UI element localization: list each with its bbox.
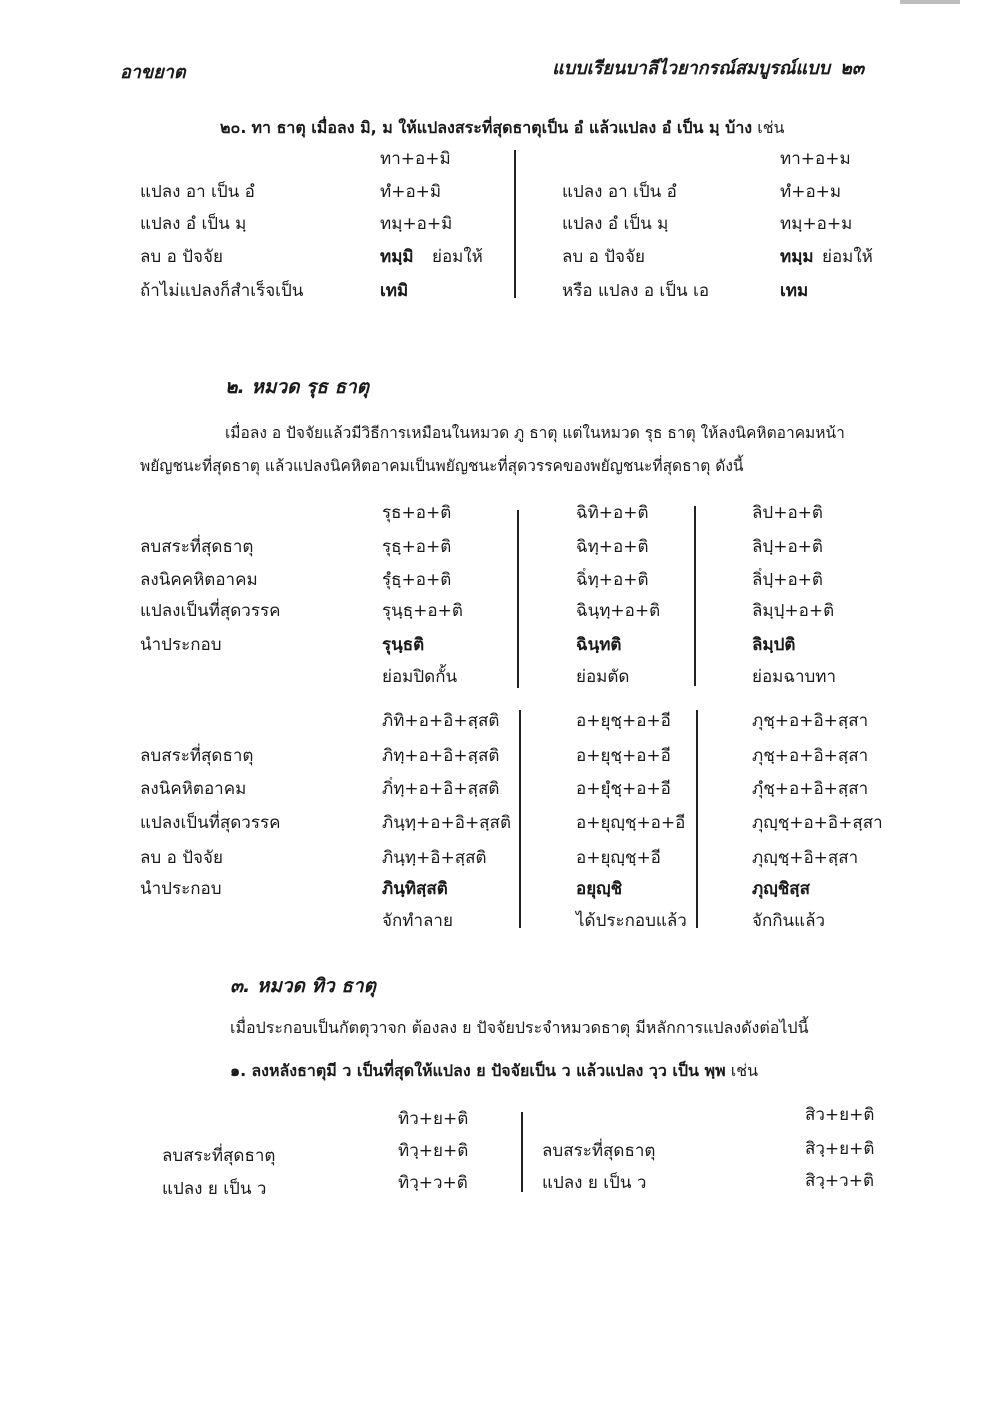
table-cell-c2: ย่อมตัด bbox=[576, 667, 630, 687]
table-cell-c2: ฉิทิ+อ+ติ bbox=[576, 503, 649, 523]
table-cell-c1: ภินฺทฺ+อิ+สฺสติ bbox=[382, 848, 487, 868]
rule20-m2: ย่อมให้ bbox=[822, 247, 873, 267]
rule20-bold: ทา ธาตุ เมื่อลง มิ, ม ให้แปลงสระที่สุดธาตุเป็น อํ แล้วแปลง อํ เป็น มฺ บ้าง bbox=[251, 118, 753, 137]
row-label: ลงนิคคหิตอาคม bbox=[140, 570, 258, 590]
rule20-number: ๒๐. bbox=[220, 118, 247, 137]
rule20-l1: ลบ อ ปัจจัย bbox=[140, 247, 223, 267]
row-label: แปลงเป็นที่สุดวรรค bbox=[140, 601, 281, 621]
rule20-v2: ทมฺ+อ+ม bbox=[780, 214, 853, 234]
table-cell-c3: ภุํชฺ+อ+อิ+สฺสา bbox=[752, 779, 869, 799]
table-cell-c1: รุํธฺ+อ+ติ bbox=[382, 570, 452, 590]
table-cell-c2: อ+ยุญฺชฺ+อ+อี bbox=[576, 813, 686, 833]
table-cell-c3: ลิมฺปติ bbox=[752, 635, 796, 655]
table-cell-c3: ลิมฺปฺ+อ+ติ bbox=[752, 601, 835, 621]
table-cell-c1: จักทำลาย bbox=[382, 911, 453, 931]
rule20-v1: ทา+อ+มิ bbox=[380, 149, 451, 169]
rule20-l1: แปลง อา เป็น อํ bbox=[140, 182, 255, 202]
rule20-v1: ทมฺมิ bbox=[380, 247, 414, 267]
table1-divider-2 bbox=[694, 506, 696, 686]
table-cell-c2: อ+ยุญฺชฺ+อี bbox=[576, 848, 661, 868]
page-number: ๒๓ bbox=[840, 58, 865, 79]
rule20-v2: เทม bbox=[780, 281, 809, 301]
section3-title: ๓. หมวด ทิว ธาตุ bbox=[230, 975, 376, 997]
div-v1: ทิว+ย+ติ bbox=[398, 1109, 469, 1129]
rule20-l2: แปลง อํ เป็น มฺ bbox=[562, 214, 669, 234]
table-cell-c3: ภุญฺชฺ+อ+อิ+สฺสา bbox=[752, 813, 883, 833]
table-cell-c3: ภุญฺชฺ+อิ+สฺสา bbox=[752, 848, 859, 868]
table-cell-c2: ฉินฺทฺ+อ+ติ bbox=[576, 601, 661, 621]
running-header-left: อาขยาต bbox=[120, 62, 186, 83]
div-v1: ทิวฺ+ย+ติ bbox=[398, 1141, 469, 1161]
table-cell-c3: ภุชฺ+อ+อิ+สฺสา bbox=[752, 746, 869, 766]
table-cell-c1: ภิทิ+อ+อิ+สฺสติ bbox=[382, 711, 500, 731]
section3-rule1-bold: ลงหลังธาตุมี ว เป็นที่สุดให้แปลง ย ปัจจัยเป็น ว แล้วแปลง วฺว เป็น พฺพ bbox=[251, 1061, 726, 1080]
table2-divider-2 bbox=[696, 710, 698, 928]
table-cell-c3: ภุญฺชิสฺส bbox=[752, 879, 810, 899]
table-cell-c2: ฉิทฺ+อ+ติ bbox=[576, 537, 649, 557]
section3-rule1-number: ๑. bbox=[230, 1061, 247, 1080]
table1-divider-1 bbox=[517, 510, 519, 688]
section2-para-line2: พยัญชนะที่สุดธาตุ แล้วแปลงนิคหิตอาคมเป็นพยัญชนะที่สุดวรรคของพยัญชนะที่สุดธาตุ ดังนี้ bbox=[140, 457, 744, 475]
table-cell-c1: ภิํทฺ+อ+อิ+สฺสติ bbox=[382, 779, 500, 799]
div-l1: แปลง ย เป็น ว bbox=[162, 1179, 267, 1199]
table-cell-c2: ฉินฺทติ bbox=[576, 635, 622, 655]
row-label: ลบสระที่สุดธาตุ bbox=[140, 746, 254, 766]
row-label: นำประกอบ bbox=[140, 635, 222, 655]
div-table-divider bbox=[521, 1112, 523, 1192]
table-cell-c3: ย่อมฉาบทา bbox=[752, 667, 837, 687]
table2-divider-1 bbox=[519, 710, 521, 928]
table-cell-c3: ลิํปฺ+อ+ติ bbox=[752, 570, 823, 590]
table-cell-c1: ภินฺทิสฺสติ bbox=[382, 879, 448, 899]
rule20-v2: ทมฺม bbox=[780, 247, 814, 267]
div-v1: ทิวฺ+ว+ติ bbox=[398, 1173, 468, 1193]
table-cell-c1: ภิทฺ+อ+อิ+สฺสติ bbox=[382, 746, 500, 766]
div-v2: สิว+ย+ติ bbox=[805, 1105, 875, 1125]
rule20-heading bbox=[220, 117, 784, 139]
rule20-tail: เช่น bbox=[757, 118, 785, 137]
row-label: ลบสระที่สุดธาตุ bbox=[140, 537, 254, 557]
section3-para: เมื่อประกอบเป็นกัตตุวาจก ต้องลง ย ปัจจัยประจำหมวดธาตุ มีหลักการแปลงดังต่อไปนี้ bbox=[230, 1018, 809, 1037]
table-cell-c1: ย่อมปิดกั้น bbox=[382, 667, 458, 687]
rule20-v1: เทมิ bbox=[380, 281, 409, 301]
table-cell-c1: รุธ+อ+ติ bbox=[382, 503, 452, 523]
rule20-l2: ลบ อ ปัจจัย bbox=[562, 247, 645, 267]
table-cell-c1: ภินฺทฺ+อ+อิ+สฺสติ bbox=[382, 813, 511, 833]
row-label: ลบ อ ปัจจัย bbox=[140, 848, 223, 868]
table-cell-c3: ลิปฺ+อ+ติ bbox=[752, 537, 823, 557]
table-cell-c1: รุธฺ+อ+ติ bbox=[382, 537, 452, 557]
rule20-l2: หรือ แปลง อ เป็น เอ bbox=[562, 281, 710, 301]
table-cell-c2: อ+ยุํชฺ+อ+อี bbox=[576, 779, 671, 799]
table-cell-c2: อ+ยุชฺ+อ+อี bbox=[576, 746, 671, 766]
section3-rule1-tail: เช่น bbox=[730, 1061, 758, 1080]
div-l1: ลบสระที่สุดธาตุ bbox=[162, 1146, 276, 1166]
table-cell-c3: ภุชฺ+อ+อิ+สฺสา bbox=[752, 711, 869, 731]
table-cell-c2: อ+ยุชฺ+อ+อี bbox=[576, 711, 671, 731]
section2-title: ๒. หมวด รุธ ธาตุ bbox=[225, 376, 370, 398]
row-label: นำประกอบ bbox=[140, 879, 222, 899]
table-cell-c1: รุนฺธฺ+อ+ติ bbox=[382, 601, 463, 621]
div-l2: แปลง ย เป็น ว bbox=[542, 1173, 647, 1193]
rule20-m1: ย่อมให้ bbox=[432, 247, 483, 267]
div-v2: สิวฺ+ว+ติ bbox=[805, 1171, 874, 1191]
rule20-v2: ทํ+อ+ม bbox=[780, 182, 842, 202]
row-label: ลงนิคหิตอาคม bbox=[140, 779, 247, 799]
rule20-divider bbox=[514, 150, 516, 298]
scan-edge-mark bbox=[900, 0, 960, 4]
table-cell-c3: จักกินแล้ว bbox=[752, 911, 826, 931]
table-cell-c2: อยุญฺชิ bbox=[576, 879, 623, 899]
rule20-v2: ทา+อ+ม bbox=[780, 149, 851, 169]
rule20-l1: แปลง อํ เป็น มฺ bbox=[140, 214, 247, 234]
table-cell-c2: ฉิํทฺ+อ+ติ bbox=[576, 570, 649, 590]
section3-rule1 bbox=[230, 1060, 758, 1082]
rule20-v1: ทมฺ+อ+มิ bbox=[380, 214, 453, 234]
div-v2: สิวฺ+ย+ติ bbox=[805, 1139, 875, 1159]
table-cell-c3: ลิป+อ+ติ bbox=[752, 503, 823, 523]
table-cell-c2: ได้ประกอบแล้ว bbox=[576, 911, 687, 931]
section2-para-line1: เมื่อลง อ ปัจจัยแล้วมีวิธีการเหมือนในหมวด ภู ธาตุ แต่ในหมวด รุธ ธาตุ ให้ลงนิคหิตอาคมหน้า bbox=[225, 424, 845, 442]
rule20-v1: ทํ+อ+มิ bbox=[380, 182, 442, 202]
rule20-l2: แปลง อา เป็น อํ bbox=[562, 182, 677, 202]
rule20-l1: ถ้าไม่แปลงก็สำเร็จเป็น bbox=[140, 281, 304, 301]
row-label: แปลงเป็นที่สุดวรรค bbox=[140, 813, 281, 833]
table-cell-c1: รุนฺธติ bbox=[382, 635, 425, 655]
running-header-title: แบบเรียนบาลีไวยากรณ์สมบูรณ์แบบ bbox=[552, 58, 830, 79]
div-l2: ลบสระที่สุดธาตุ bbox=[542, 1141, 656, 1161]
